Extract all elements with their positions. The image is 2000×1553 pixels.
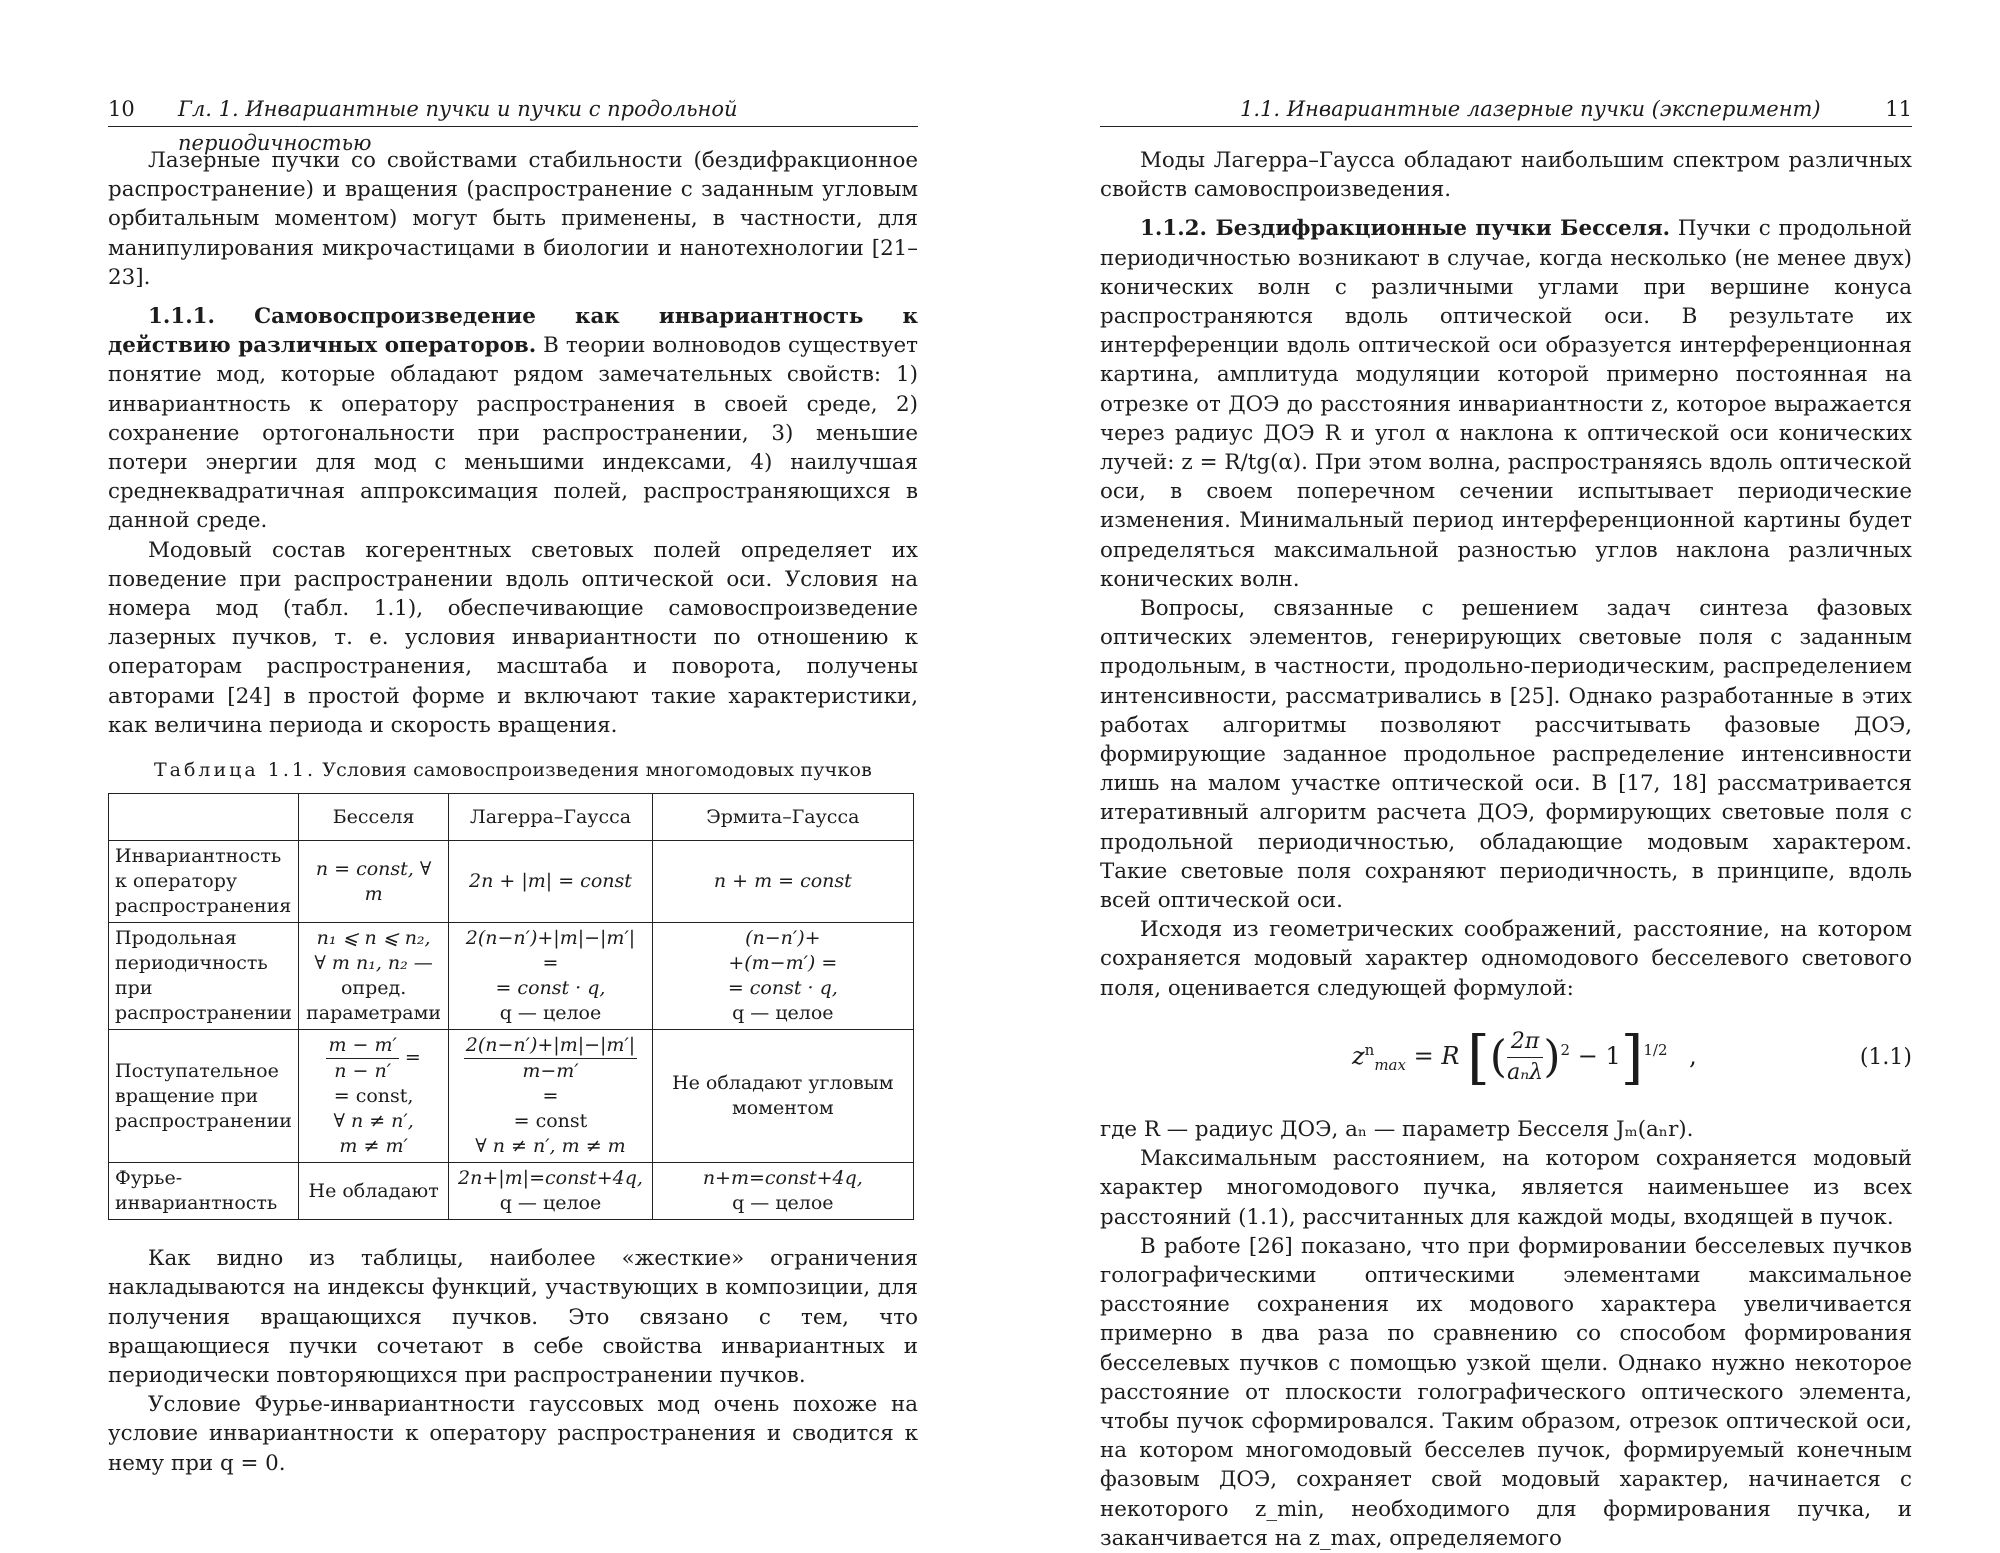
table-cell [449, 923, 652, 1030]
row-label: Фурье-инвариантность [109, 1163, 299, 1220]
cell-line: ∀ n ≠ n′, [333, 1110, 414, 1133]
outer-power: 1/2 [1643, 1040, 1668, 1059]
paragraph: где R — радиус ДОЭ, aₙ — параметр Бесселя Jₘ(aₙr). [1100, 1116, 1694, 1142]
fraction-numerator: 2(n−n′)+|m|−|m′| [464, 1033, 637, 1059]
section-text: Пучки с продольной периодичностью возникают в случае, когда несколько (не менее двух) конических волн с различными углами при вершине конуса распространяются вдоль оптической оси. В результате их интерференции вдоль оптической оси образуется интерференционная картина, амплитуда модуляции которой примерно постоянная на отрезке от ДОЭ до расстояния инвариантности z, которое выражается через радиус ДОЭ R и угол α наклона к оптической оси конических лучей: z = R/tg(α). При этом волна, распространяясь вдоль оптической оси, в своем поперечном сечении испытывает периодические изменения. Минимальный период интерференционной картины будет определяться максимальной разностью углов наклона различных конических волн. [1100, 216, 1912, 592]
formula-lhs-sup: n [1364, 1040, 1375, 1059]
inner-power: 2 [1560, 1040, 1571, 1059]
table-cell [652, 1163, 913, 1220]
table-header-cell: Бесселя [298, 794, 448, 841]
paragraph: Модовый состав когерентных световых полей определяет их поведение при распространении вдоль оптической оси. Условия на номера мод (табл. 1.1), обеспечивающие самовоспроизведение лазерных пучков, т. е. условия инвариантности по отношению к операторам распространения, масштаба и поворота, получены авторами [24] в простой форме и включают такие характеристики, как величина периода и скорость вращения. [108, 537, 918, 738]
section-paragraph [1100, 214, 1912, 594]
table-header-cell [109, 794, 299, 841]
cell-line: = const, [333, 1085, 414, 1108]
paragraph: Условие Фурье-инвариантности гауссовых мод очень похоже на условие инвариантности к оператору распространения и сводится к нему при q = 0. [108, 1392, 918, 1476]
table-caption-text: Условия самовоспроизведения многомодовых пучков [322, 759, 873, 782]
running-title: 1.1. Инвариантные лазерные пучки (эксперимент) [1240, 97, 1821, 121]
paragraph: Как видно из таблицы, наиболее «жесткие» ограничения накладываются на индексы функций, участвующих в композиции, для получения вращающихся пучков. Это связано с тем, что вращающиеся пучки сочетают в себе свойства инвариантных и периодически повторяющихся при распространении пучков. [108, 1246, 918, 1389]
paragraph: Лазерные пучки со свойствами стабильности (бездифракционное распространение) и вращения (распространение с заданным угловым орбитальным моментом) могут быть применены, в частности, для манипулирования микрочастицами в биологии и нанотехнологии [21–23]. [108, 148, 918, 290]
fraction-numerator: m − m′ [326, 1033, 398, 1059]
fraction-denominator: m−m′ [522, 1060, 579, 1083]
paragraph: В работе [26] показано, что при формировании бесселевых пучков голографическими оптическими элементами максимальное расстояние сохранения их модового характера увеличивается примерно в два раза по сравнению со способом формирования бесселевых пучков с помощью узкой щели. Однако нужно некоторое расстояние от плоскости голографического оптического элемента, чтобы пучок сформировался. Таким образом, отрезок оптической оси, на котором многомодовый бесселев пучок, формируемый конечным фазовым ДОЭ, сохраняет свой модовый характер, начинается с некоторого z_min, необходимого для формирования пучка, и заканчивается на z_max, определяемого [1100, 1233, 1912, 1551]
paragraph: Моды Лагерра–Гаусса обладают наибольшим спектром различных свойств самовоспроизведения. [1100, 148, 1912, 203]
row-label: Продольная периодичность при распространении [109, 923, 299, 1030]
cell-line: n₁ ⩽ n ⩽ n₂, [316, 927, 431, 950]
table-row [109, 1030, 914, 1163]
cell-line: = const [513, 1110, 588, 1133]
table-cell [449, 1163, 652, 1220]
cell-line [455, 1033, 645, 1109]
paragraph: Максимальным расстоянием, на котором сохраняется модовый характер многомодового пучка, является наименьшее из всех расстояний (1.1), рассчитанных для каждой моды, входящей в пучок. [1100, 1146, 1912, 1230]
table-cell [298, 923, 448, 1030]
formula-eq: = R [1413, 1041, 1460, 1070]
table-cell: 2n + |m| = const [449, 841, 652, 923]
row-label: Поступательное вращение при распространении [109, 1030, 299, 1163]
cell-line: q — целое [499, 1192, 602, 1215]
fraction-denominator: aₙλ [1507, 1059, 1544, 1085]
cell-line: ∀ n ≠ n′, m ≠ m [475, 1135, 626, 1158]
cell-line: q — целое [732, 1192, 834, 1215]
formula-1-1 [1100, 1013, 1912, 1109]
table-cell [298, 1030, 448, 1163]
formula-fraction [1507, 1027, 1543, 1088]
cell-line: ∀ m n₁, n₂ — [314, 952, 433, 975]
section-paragraph [108, 302, 918, 536]
right-running-head [1100, 92, 1912, 127]
table-cell [652, 923, 913, 1030]
fraction-denominator: n − n′ [334, 1060, 392, 1083]
formula-lhs: z [1352, 1041, 1365, 1070]
section-heading: 1.1.2. Бездифракционные пучки Бесселя. [1140, 216, 1671, 242]
equation-number: (1.1) [1859, 1044, 1912, 1070]
cell-line: = const · q, [727, 977, 838, 1000]
cell-line: = const · q, [495, 977, 606, 1000]
table-header-row [109, 794, 914, 841]
cell-line [305, 1033, 442, 1084]
table-cell: n + m = const [652, 841, 913, 923]
table-row [109, 1163, 914, 1220]
paren-close: ) [1543, 1031, 1561, 1083]
table-cell: n = const, ∀ m [298, 841, 448, 923]
section-heading: 1.1.1. Самовоспроизведение как инвариантность к действию различных операторов. [108, 304, 918, 359]
page-number: 10 [108, 97, 135, 121]
section-text: В теории волноводов существует понятие мод, которые обладают рядом замечательных свойств: 1) инвариантность к оператору распространения в своей среде, 2) сохранение ортогональности при распространении, 3) меньшие потери энергии для мод с меньшими индексами, 4) наилучшая среднеквадратичная аппроксимация полей, распространяющихся в данной среде. [108, 333, 918, 534]
conditions-table [108, 793, 914, 1220]
cell-line: +(m−m′) = [728, 952, 838, 975]
right-body [1100, 146, 1912, 1553]
cell-line: q — целое [499, 1002, 602, 1025]
right-page [1100, 0, 1912, 1551]
table-caption-label: Таблица 1.1. [153, 759, 316, 782]
paragraph: Вопросы, связанные с решением задач синтеза фазовых оптических элементов, генерирующих световые поля с заданным продольным, в частности, продольно-периодическим, распределением интенсивности, рассматривались в [25]. Однако разработанные в этих работах алгоритмы позволяют рассчитывать фазовые ДОЭ, формирующие заданное продольное распределение интенсивности лишь на малом участке оптической оси. В [17, 18] рассматривается итеративный алгоритм расчета ДОЭ, формирующих световые поля с продольной периодичностью, обладающие модовым характером. Такие световые поля сохраняют периодичность, в принципе, вдоль всей оптической оси. [1100, 596, 1912, 914]
cell-line: 2(n−n′)+|m|−|m′| = [465, 927, 636, 975]
left-page [108, 0, 918, 1534]
left-running-head [108, 92, 918, 155]
cell-line: опред. [340, 977, 407, 1000]
cell-line: m ≠ m′ [339, 1135, 408, 1158]
fraction-numerator: 2π [1507, 1027, 1543, 1058]
table-row [109, 841, 914, 923]
paren-open: ( [1489, 1031, 1507, 1083]
cell-line: параметрами [306, 1002, 442, 1025]
cell-line: n+m=const+4q, [702, 1167, 863, 1190]
equals-sign: = [404, 1046, 421, 1069]
table-row [109, 923, 914, 1030]
fraction [464, 1033, 637, 1084]
formula-expression [1352, 1023, 1697, 1092]
formula-lhs-sub: max [1374, 1055, 1406, 1074]
left-body [108, 146, 918, 1478]
table-cell [449, 1030, 652, 1163]
running-title: Гл. 1. Инвариантные пучки и пучки с продольной периодичностью [178, 97, 738, 155]
equals-sign: = [542, 1085, 559, 1108]
paragraph: Исходя из геометрических соображений, расстояние, на котором сохраняется модовый характер одномодового бесселевого светового поля, оценивается следующей формулой: [1100, 917, 1912, 1001]
cell-line: 2n+|m|=const+4q, [458, 1167, 643, 1190]
formula-minus-one: − 1 [1577, 1041, 1621, 1070]
row-label: Инвариантность к оператору распространения [109, 841, 299, 923]
table-caption [108, 756, 918, 785]
table-cell: Не обладают угловым моментом [652, 1030, 913, 1163]
bracket-close: ] [1620, 1023, 1644, 1092]
cell-line: q — целое [732, 1002, 834, 1025]
formula-comma: , [1689, 1041, 1697, 1070]
table-cell: Не обладают [298, 1163, 448, 1220]
table-header-cell: Эрмита–Гаусса [652, 794, 913, 841]
table-header-cell: Лагерра–Гаусса [449, 794, 652, 841]
page-number: 11 [1885, 97, 1912, 121]
cell-line: (n−n′)+ [745, 927, 821, 950]
bracket-open: [ [1467, 1023, 1490, 1092]
fraction [326, 1033, 398, 1084]
